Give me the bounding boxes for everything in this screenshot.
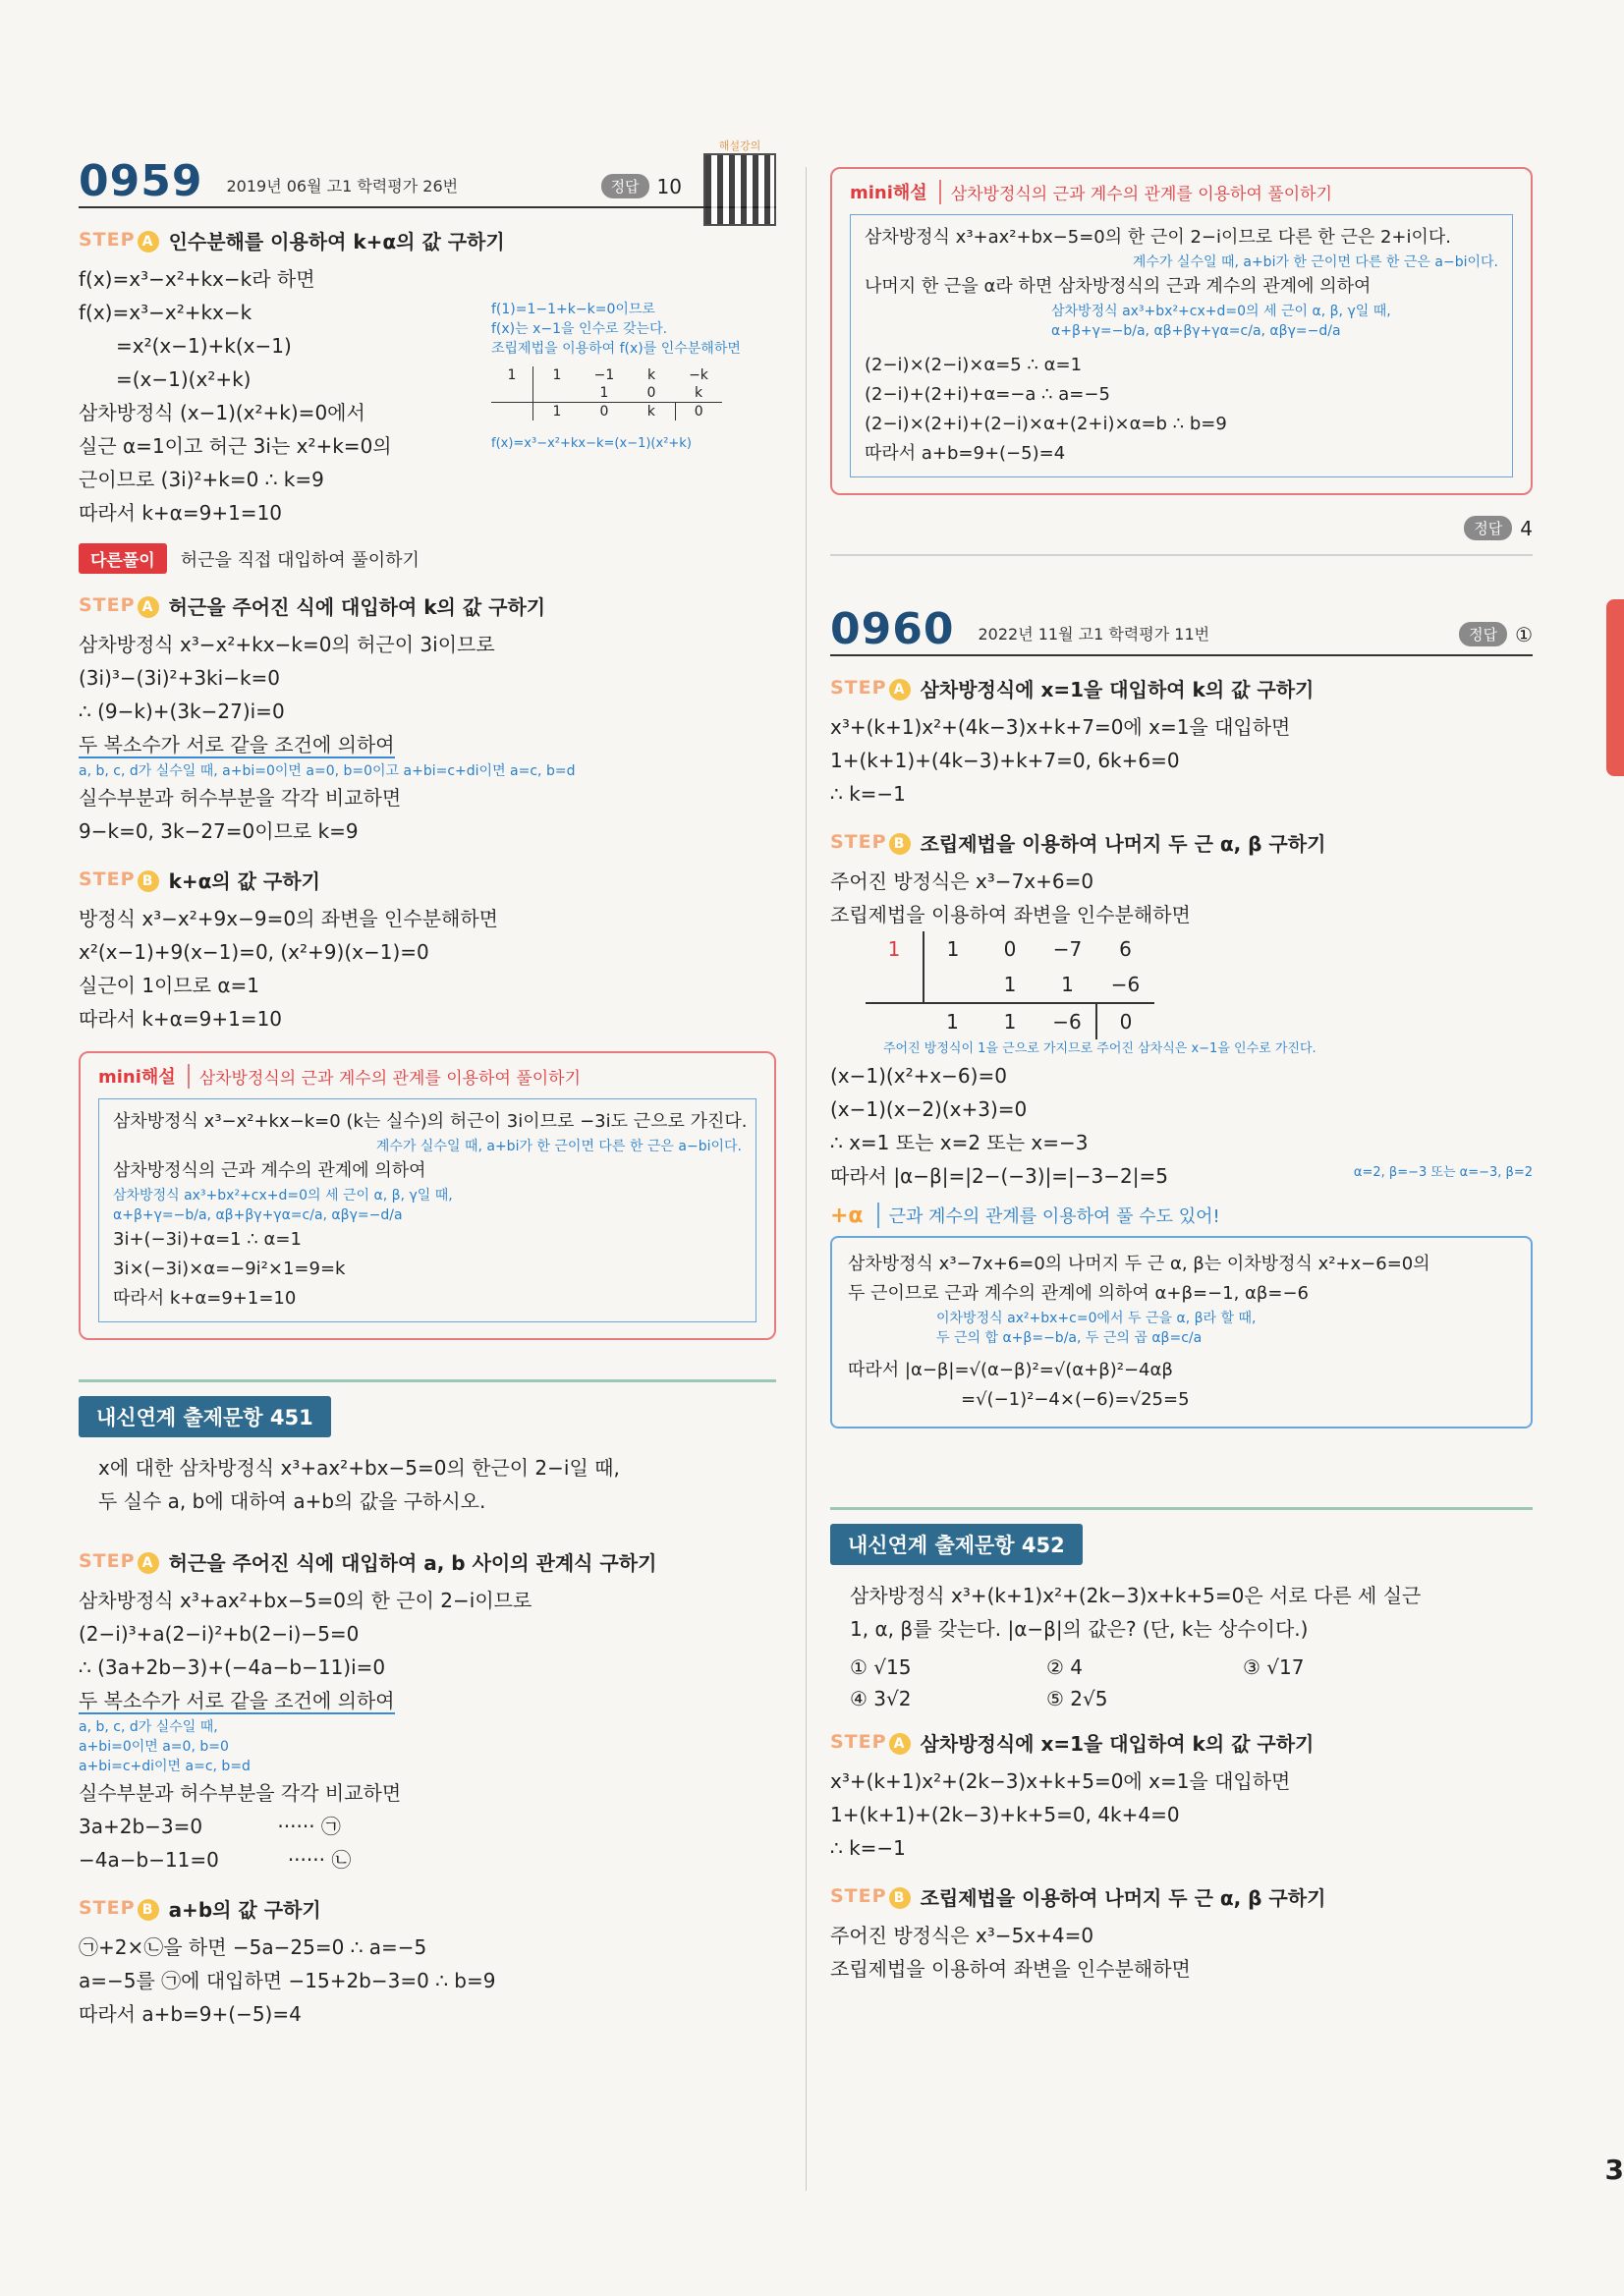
problem-452-question: 삼차방정식 x³+(k+1)x²+(2k−3)x+k+5=0은 서로 다른 세 실근 1, α, β를 갖는다. |α−β|의 값은? (단, k는 상수이다.) ① √15 ② 4 ③ √17 ④ 3√2 ⑤ 2√5: [850, 1579, 1533, 1710]
side-note: f(1)=1−1+k−k=0이므로 f(x)는 x−1을 인수로 갖는다. 조립제법을 이용하여 f(x)를 인수분해하면 1 1 −1 k −k 1 0 k 1 0 k 0 f(x)=x³−x²+kx−k=(x−1)(x²+k): [491, 302, 741, 451]
right-mini-answer: 정답 4: [1464, 516, 1533, 540]
left-column: 0959 2019년 06월 고1 학력평가 26번 정답 10 해설강의 STEP A 인수분해를 이용하여 k+α의 값 구하기 f(x)=x³−x²+kx−k라 하면 f(x)=x³−x²+kx−k =x²(x−1)+k(x−1) =(x−1)(x²+k) 삼차방정식 (x−1)(x²+k)=0에서 실근 α=1이고 허근 3i는 x²+k=0의 근이므로 (3i)²+k=0 ∴ k=9 따라서 k+α=9+1=10 f(1)=1−1+k−k=0이므로 f(x)는 x−1을 인수로 갖는다. 조립제법을 이용하여 f(x)를 인수분해하면 1 1 −1 k −k 1 0 k 1 0 k 0 f(x)=x³−x²+kx−k=(x−1)(x²+k) 다른풀이 허근을 직접 대입하여 풀이하기 STEP A 허근을 주어진 식에 대입하여 k의 값 구하기 삼차방정식 x³−x²+kx−k=0의 허근이 3i이므로 (3i)³−(3i)²+3ki−k=0 ∴ (9−k)+(3k−27)i=0 두 복소수가 서로 같을 조건에 의하여 a, b, c, d가 실수일 때, a+bi=0이면 a=0, b=0이고 a+bi=c+di이면 a=c, b=d 실수부분과 허수부분을 각각 비교하면 9−k=0, 3k−27=0이므로 k=9 STEP B k+α의 값 구하기 방정식 x³−x²+9x−9=0의 좌변을 인수분해하면 x²(x−1)+9(x−1)=0, (x²+9)(x−1)=0 실근이 1이므로 α=1 따라서 k+α=9+1=10 mini해설 삼차방정식의 근과 계수의 관계를 이용하여 풀이하기 삼차방정식 x³−x²+kx−k=0 (k는 실수)의 허근이 3i이므로 −3i도 근으로 가진다. 계수가 실수일 때, a+bi가 한 근이면 다른 한 근은 a−bi이다. 삼차방정식의 근과 계수의 관계에 의하여 삼차방정식 ax³+bx²+cx+d=0의 세 근이 α, β, γ일 때, α+β+γ=−b/a, αβ+βγ+γα=c/a, αβγ=−d/a 3i+(−3i)+α=1 ∴ α=1 3i×(−3i)×α=−9i²×1=9=k 따라서 k+α=9+1=10 내신연계 출제문항 451 x에 대한 삼차방정식 x³+ax²+bx−5=0의 한근이 2−i일 때, 두 실수 a, b에 대하여 a+b의 값을 구하시오. STEP A 허근을 주어진 식에 대입하여 a, b 사이의 관계식 구하기 삼차방정식 x³+ax²+bx−5=0의 한 근이 2−i이므로 (2−i)³+a(2−i)²+b(2−i)−5=0 ∴ (3a+2b−3)+(−4a−b−11)i=0 두 복소수가 서로 같을 조건에 의하여 a, b, c, d가 실수일 때, a+bi=0이면 a=0, b=0 a+bi=c+di이면 a=c, b=d 실수부분과 허수부분을 각각 비교하면 3a+2b−3=0 ······ ㉠ −4a−b−11=0 ······ ㉡ STEP B a+b의 값 구하기 ㉠+2×㉡을 하면 −5a−25=0 ∴ a=−5 a=−5를 ㉠에 대입하면 −15+2b−3=0 ∴ b=9 따라서 a+b=9+(−5)=4: [79, 147, 776, 2031]
mini-tag: mini해설: [98, 1067, 176, 1088]
alt-step-a-heading: STEP A 허근을 주어진 식에 대입하여 k의 값 구하기: [79, 593, 546, 619]
answer-badge: [601, 174, 682, 198]
problem-source: 2019년 06월 고1 학력평가 26번: [226, 177, 459, 196]
p451-step-a: STEP A 허근을 주어진 식에 대입하여 a, b 사이의 관계식 구하기: [79, 1549, 657, 1575]
lecture-qr[interactable]: [703, 138, 776, 226]
section-rule: [830, 1507, 1533, 1510]
synthetic-division-table: 1 1 0 −7 6 1 1 −6 1 1 −6 0 주어진 방정식이 1을 근으로 가지므로 주어진 삼차식은 x−1을 인수로 가진다.: [866, 931, 1533, 1059]
section-rule: [830, 554, 1533, 556]
p452-step-a: STEP A 삼차방정식에 x=1을 대입하여 k의 값 구하기: [830, 1730, 1315, 1756]
p452-step-b: STEP B 조립제법을 이용하여 나머지 두 근 α, β 구하기: [830, 1884, 1326, 1910]
plus-alpha-icon: +α: [830, 1203, 864, 1228]
page-number: 3: [1604, 2154, 1624, 2186]
problem-0959-header: [79, 140, 776, 208]
alternative-solution-heading: 다른풀이 허근을 직접 대입하여 풀이하기: [79, 543, 776, 574]
related-problem-451-tag: 내신연계 출제문항 451: [79, 1396, 331, 1437]
right-column: mini해설 삼차방정식의 근과 계수의 관계를 이용하여 풀이하기 삼차방정식 x³+ax²+bx−5=0의 한 근이 2−i이므로 다른 한 근은 2+i이다. 계수가 실수일 때, a+bi가 한 근이면 다른 한 근은 a−bi이다. 나머지 한 근을 α라 하면 삼차방정식의 근과 계수의 관계에 의하여 삼차방정식 ax³+bx²+cx+d=0의 세 근이 α, β, γ일 때, α+β+γ=−b/a, αβ+βγ+γα=c/a, αβγ=−d/a (2−i)×(2−i)×α=5 ∴ α=1 (2−i)+(2+i)+α=−a ∴ a=−5 (2−i)×(2+i)+(2−i)×α+(2+i)×α=b ∴ b=9 따라서 a+b=9+(−5)=4 정답 4 0960 2022년 11월 고1 학력평가 11번 정답 ① STEP A 삼차방정식에 x=1을 대입하여 k의 값 구하기 x³+(k+1)x²+(4k−3)x+k+7=0에 x=1을 대입하면 1+(k+1)+(4k−3)+k+7=0, 6k+6=0 ∴ k=−1 STEP B 조립제법을 이용하여 나머지 두 근 α, β 구하기 주어진 방정식은 x³−7x+6=0 조립제법을 이용하여 좌변을 인수분해하면 1 1 0 −7 6 1 1 −6 1 1 −6 0 주어진 방정식이 1을 근으로 가지므로 주어진 삼차식은 x−1을 인수로 가진다. (x−1)(x²+x−6)=0 (x−1)(x−2)(x+3)=0 ∴ x=1 또는 x=2 또는 x=−3 따라서 |α−β|=|2−(−3)|=|−3−2|=5 α=2, β=−3 또는 α=−3, β=2 +α 근과 계수의 관계를 이용하여 풀 수도 있어! 삼차방정식 x³−7x+6=0의 나머지 두 근 α, β는 이차방정식 x²+x−6=0의 두 근이므로 근과 계수의 관계에 의하여 α+β=−1, αβ=−6 이차방정식 ax²+bx+c=0에서 두 근을 α, β라 할 때, 두 근의 합 α+β=−b/a, 두 근의 곱 αβ=c/a 따라서 |α−β|=√(α−β)²=√(α+β)²−4αβ =√(−1)²−4×(−6)=√25=5 내신연계 출제문항 452 삼차방정식 x³+(k+1)x²+(2k−3)x+k+5=0은 서로 다른 세 실근 1, α, β를 갖는다. |α−β|의 값은? (단, k는 상수이다.) ① √15 ② 4 ③ √17 ④ 3√2 ⑤ 2√5 STEP A 삼차방정식에 x=1을 대입하여 k의 값 구하기 x³+(k+1)x²+(2k−3)x+k+5=0에 x=1을 대입하면 1+(k+1)+(2k−3)+k+5=0, 4k+4=0 ∴ k=−1 STEP B 조립제법을 이용하여 나머지 두 근 α, β 구하기 주어진 방정식은 x³−5x+4=0 조립제법을 이용하여 좌변을 인수분해하면: [830, 167, 1533, 1986]
alt-step-b-heading: STEP B k+α의 값 구하기: [79, 868, 320, 893]
answer-value: 10: [656, 174, 682, 198]
synthetic-division-table: 1 1 −1 k −k 1 0 k 1 0 k 0: [491, 366, 722, 420]
p960-step-a: STEP A 삼차방정식에 x=1을 대입하여 k의 값 구하기: [830, 676, 1315, 701]
related-problem-452-tag: 내신연계 출제문항 452: [830, 1524, 1083, 1565]
choice-5[interactable]: ⑤ 2√5: [1046, 1687, 1108, 1710]
choice-4[interactable]: ④ 3√2: [850, 1687, 912, 1710]
column-divider: [806, 167, 807, 2191]
right-mini-explanation-box: mini해설 삼차방정식의 근과 계수의 관계를 이용하여 풀이하기 삼차방정식 x³+ax²+bx−5=0의 한 근이 2−i이므로 다른 한 근은 2+i이다. 계수가 실수일 때, a+bi가 한 근이면 다른 한 근은 a−bi이다. 나머지 한 근을 α라 하면 삼차방정식의 근과 계수의 관계에 의하여 삼차방정식 ax³+bx²+cx+d=0의 세 근이 α, β, γ일 때, α+β+γ=−b/a, αβ+βγ+γα=c/a, αβγ=−d/a (2−i)×(2−i)×α=5 ∴ α=1 (2−i)+(2+i)+α=−a ∴ a=−5 (2−i)×(2+i)+(2−i)×α+(2+i)×α=b ∴ b=9 따라서 a+b=9+(−5)=4 정답 4: [830, 167, 1533, 495]
section-rule: [79, 1379, 776, 1382]
alt-tag: 다른풀이: [79, 543, 167, 574]
p451-step-b: STEP B a+b의 값 구하기: [79, 1896, 321, 1922]
p960-roots-block: (x−1)(x²+x−6)=0 (x−1)(x−2)(x+3)=0 ∴ x=1 또는 x=2 또는 x=−3 따라서 |α−β|=|2−(−3)|=|−3−2|=5 α=2, β=−3 또는 α=−3, β=2: [830, 1064, 1533, 1188]
step-label: STEP A: [79, 229, 159, 252]
qr-code-icon: [703, 153, 776, 226]
solution-block-a: f(x)=x³−x²+kx−k라 하면 f(x)=x³−x²+kx−k =x²(x−1)+k(x−1) =(x−1)(x²+k) 삼차방정식 (x−1)(x²+k)=0에서 실근 α=1이고 허근 3i는 x²+k=0의 근이므로 (3i)²+k=0 ∴ k=9 따라서 k+α=9+1=10 f(1)=1−1+k−k=0이므로 f(x)는 x−1을 인수로 갖는다. 조립제법을 이용하여 f(x)를 인수분해하면 1 1 −1 k −k 1 0 k 1 0 k 0 f(x)=x³−x²+kx−k=(x−1)(x²+k): [79, 262, 776, 530]
choice-1[interactable]: ① √15: [850, 1655, 912, 1679]
chapter-side-tab[interactable]: [1606, 599, 1624, 776]
choice-3[interactable]: ③ √17: [1243, 1655, 1305, 1679]
choice-2[interactable]: ② 4: [1046, 1655, 1084, 1679]
answer-choices: [850, 1655, 1533, 1710]
alternative-method-heading: +α 근과 계수의 관계를 이용하여 풀 수도 있어!: [830, 1203, 1220, 1228]
problem-451-question: x에 대한 삼차방정식 x³+ax²+bx−5=0의 한근이 2−i일 때, 두 실수 a, b에 대하여 a+b의 값을 구하시오.: [98, 1456, 620, 1513]
mini-explanation-box: mini해설 삼차방정식의 근과 계수의 관계를 이용하여 풀이하기 삼차방정식 x³−x²+kx−k=0 (k는 실수)의 허근이 3i이므로 −3i도 근으로 가진다. 계수가 실수일 때, a+bi가 한 근이면 다른 한 근은 a−bi이다. 삼차방정식의 근과 계수의 관계에 의하여 삼차방정식 ax³+bx²+cx+d=0의 세 근이 α, β, γ일 때, α+β+γ=−b/a, αβ+βγ+γα=c/a, αβγ=−d/a 3i+(−3i)+α=1 ∴ α=1 3i×(−3i)×α=−9i²×1=9=k 따라서 k+α=9+1=10: [79, 1051, 776, 1340]
step-a-heading: STEP A 인수분해를 이용하여 k+α의 값 구하기: [79, 228, 505, 253]
problem-number: 0959: [79, 156, 203, 206]
problem-0960-header: 0960 2022년 11월 고1 학력평가 11번 정답 ①: [830, 595, 1533, 656]
qr-label: 해설강의: [718, 140, 761, 152]
p960-step-b: STEP B 조립제법을 이용하여 나머지 두 근 α, β 구하기: [830, 830, 1326, 856]
answer-tag: 정답: [601, 174, 649, 198]
alternative-method-box: 삼차방정식 x³−7x+6=0의 나머지 두 근 α, β는 이차방정식 x²+x−6=0의 두 근이므로 근과 계수의 관계에 의하여 α+β=−1, αβ=−6 이차방정식 ax²+bx+c=0에서 두 근을 α, β라 할 때, 두 근의 합 α+β=−b/a, 두 근의 곱 αβ=c/a 따라서 |α−β|=√(α−β)²=√(α+β)²−4αβ =√(−1)²−4×(−6)=√25=5: [830, 1236, 1533, 1428]
